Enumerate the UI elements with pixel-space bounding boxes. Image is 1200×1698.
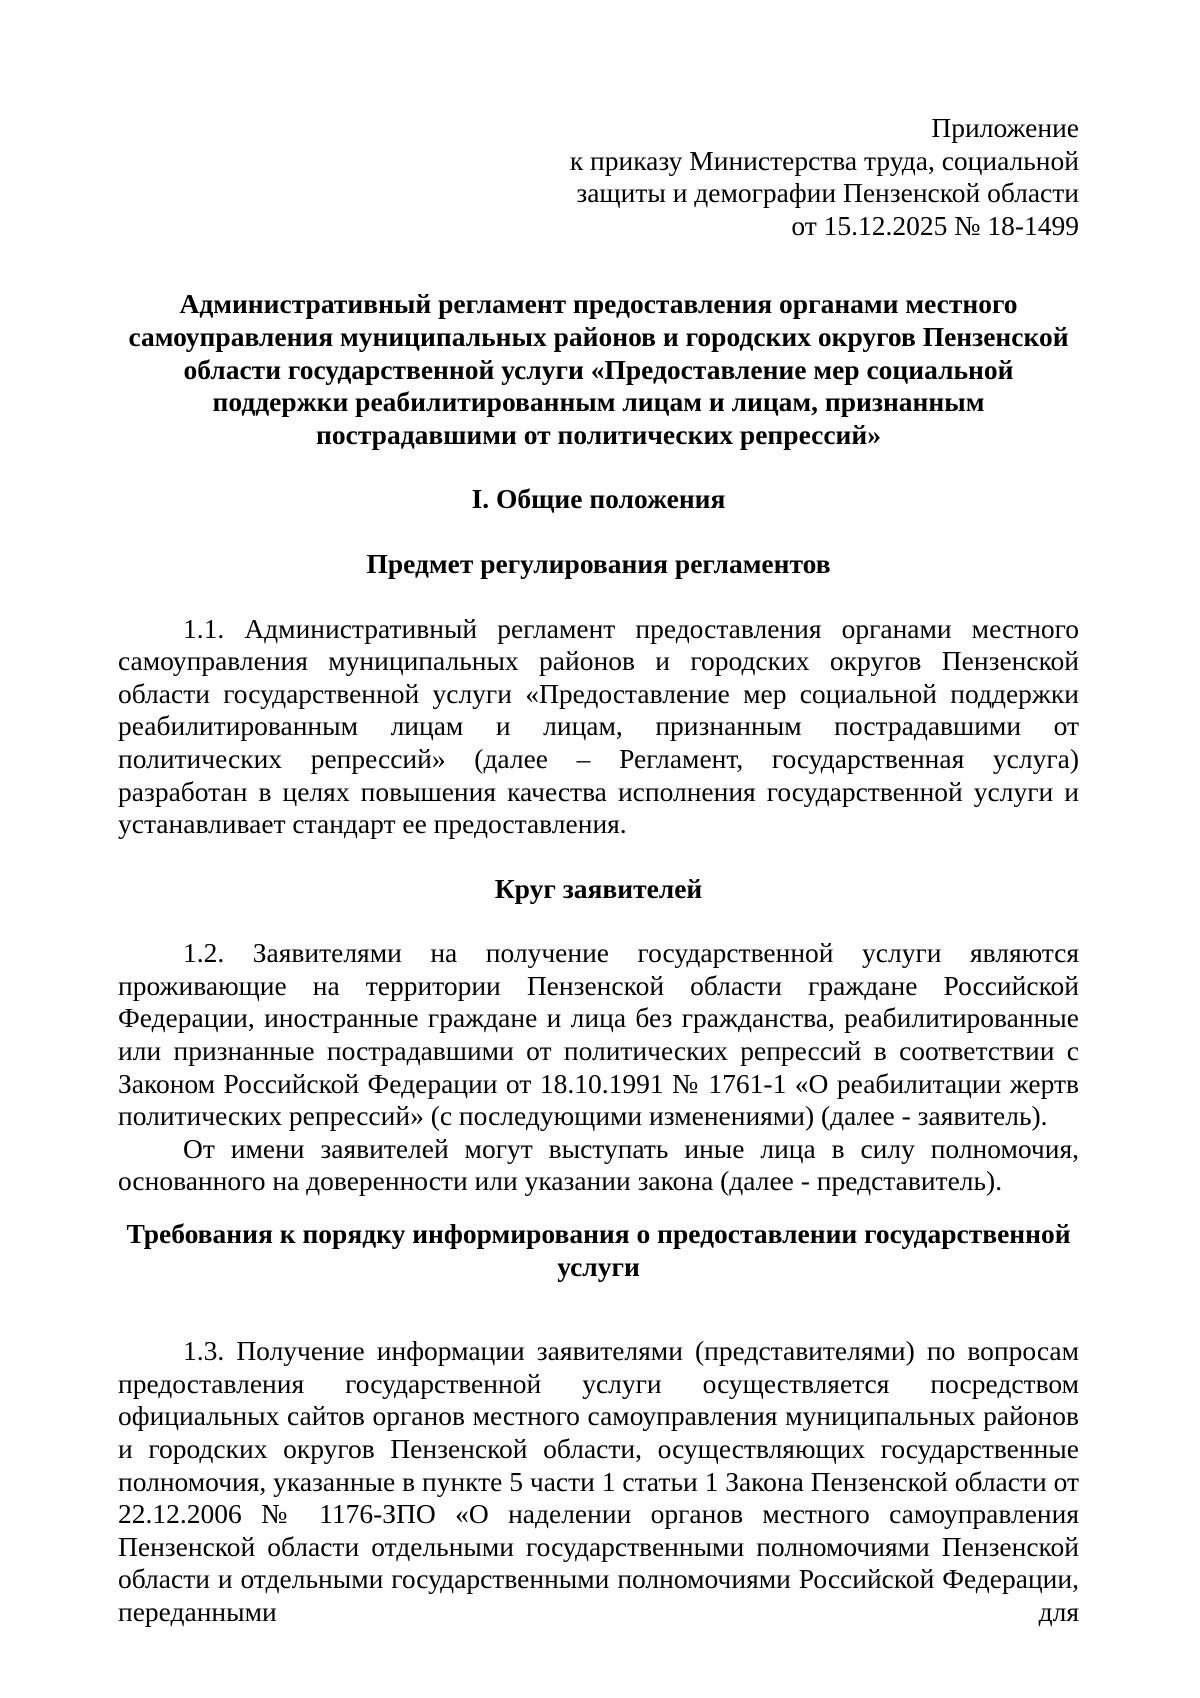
section-heading-applicants: Круг заявителей (494, 872, 703, 904)
approval-line-date-number: от 15.12.2025 № 18-1499 (791, 209, 1079, 241)
section-heading-subject: Предмет регулирования регламентов (366, 547, 831, 579)
paragraph-1-2: 1.2. Заявителями на получение государственной услуги являются проживающие на территории Пензенской области граждане Российской Федерации, иностранные граждане и лица без гражданства, реабилитированные или признанные пострадавшими от политических репрессий в соответствии с Законом Российской Федерации от 18.10.1991 № 1761-1 «О реабилитации жертв политических репрессий» (с последующими изменениями) (далее - заявитель). (118, 937, 1079, 1132)
approval-line-ministry: защиты и демографии Пензенской области (576, 177, 1079, 209)
approval-block (118, 112, 1079, 242)
document-title: Административный регламент предоставления органами местного самоуправления муниципальных районов и городских округов Пензенской области государственной услуги «Предоставление мер социальной поддержки реабилитированным лицам и лицам, признанным пострадавшими от политических репрессий» (128, 288, 1069, 450)
document-page (118, 112, 1079, 1629)
approval-line-order: к приказу Министерства труда, социальной (569, 144, 1079, 176)
approval-line-appendix: Приложение (931, 112, 1079, 143)
paragraph-1-2-representative: От имени заявителей могут выступать иные лица в силу полномочия, основанного на доверенности или указании закона (далее - представитель). (118, 1132, 1079, 1197)
paragraph-1-1: 1.1. Административный регламент предоставления органами местного самоуправления муниципальных районов и городских округов Пензенской области государственной услуги «Предоставление мер социальной поддержки реабилитированным лицам и лицам, признанным пострадавшими от политических репрессий» (далее – Регламент, государственная услуга) разработан в целях повышения качества исполнения государственной услуги и устанавливает стандарт ее предоставления. (118, 612, 1079, 840)
section-heading-general: I. Общие положения (471, 483, 726, 515)
section-heading-requirements: Требования к порядку информирования о предоставлении государственной услуги (126, 1218, 1071, 1282)
paragraph-1-3: 1.3. Получение информации заявителями (представителями) по вопросам предоставления государственной услуги осуществляется посредством официальных сайтов органов местного самоуправления муниципальных районов и городских округов Пензенской области, осуществляющих государственные полномочия, указанные в пункте 5 части 1 статьи 1 Закона Пензенской области от 22.12.2006 № 1176-ЗПО «О наделении органов местного самоуправления Пензенской области отдельными государственными полномочиями Пензенской области и отдельными государственными полномочиями Российской Федерации, переданными для (118, 1335, 1079, 1627)
